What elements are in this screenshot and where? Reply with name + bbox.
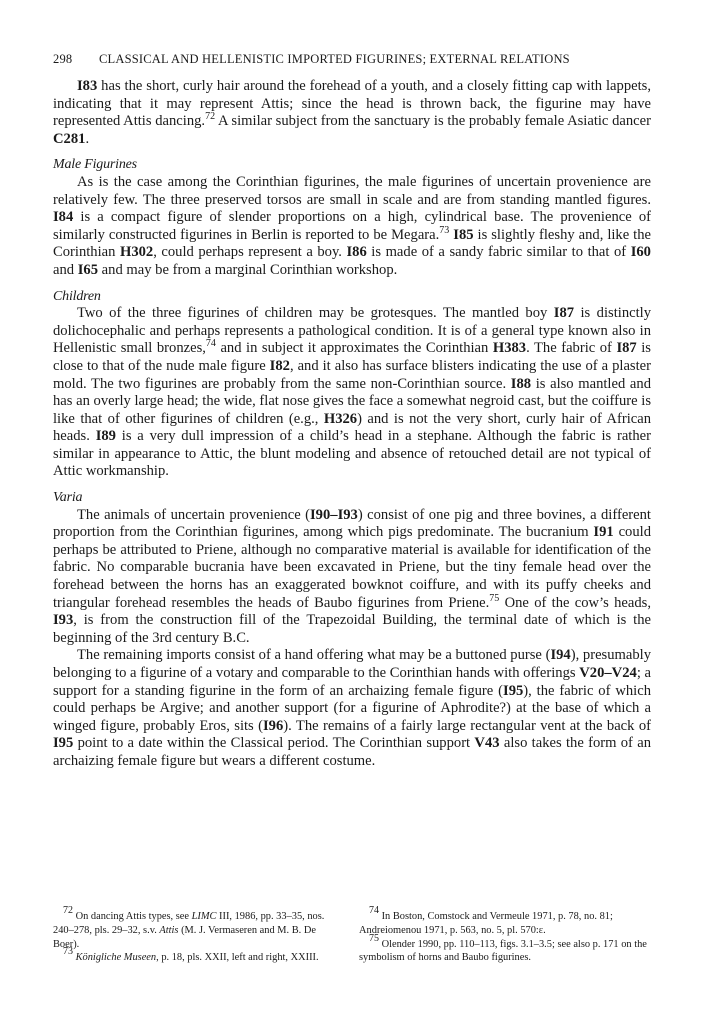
text-run: point to a date within the Classical period. The Corinthian support — [73, 735, 475, 752]
text-run-italic: Königliche Museen — [75, 952, 157, 964]
text-run: ), the fabric of which could perhaps be Argive; and another support (for a figurine of Aphrodite?) at the base of which a winged figure, probably Eros, sits ( — [53, 682, 651, 734]
footnote-number: 75 — [369, 932, 379, 944]
text-run: (M. J. Vermaseren and M. B. De Boer). — [53, 924, 316, 950]
catalogue-ref: I90–I93 — [310, 506, 358, 523]
catalogue-ref: I93 — [53, 612, 74, 629]
text-run: ; a support for a standing figurine in the form of an archaizing female figure ( — [53, 665, 651, 699]
text-run: and — [53, 261, 78, 278]
text-run: is also mantled and has an overly large head; the wide, flat nose gives the face a somewhat negroid cast, but the coiffure is like that of other figurines of children (e.g., — [53, 375, 652, 427]
text-run-italic: Attis — [159, 924, 179, 936]
text-run: Olender 1990, pp. 110–113, figs. 3.1–3.5; see also p. 171 on the symbolism of horns and Baubo figurines. — [359, 938, 647, 964]
page-number: 298 — [53, 52, 73, 66]
text-run: is slightly fleshy and, like the Corinthian — [53, 226, 652, 261]
footnote-75 — [359, 932, 649, 966]
text-run: A similar subject from the sanctuary is the probably female Asiatic dancer — [215, 113, 651, 130]
catalogue-ref: C281 — [53, 130, 86, 147]
text-run: , p. 18, pls. XXII, left and right, XXIII. — [156, 952, 319, 964]
text-run: Two of the three figurines of children may be grotesques. The mantled boy — [77, 305, 554, 322]
catalogue-ref: I83 — [77, 78, 98, 94]
catalogue-ref: I88 — [510, 375, 532, 392]
catalogue-ref: I94 — [550, 647, 571, 664]
text-run-italic: LIMC — [191, 911, 217, 922]
text-run: , is from the construction fill of the Trapezoidal Building, the terminal date of which is the beginning of the 3rd century — [53, 612, 651, 646]
era-abbreviation: B.C. — [222, 629, 250, 646]
footnote-ref[interactable]: 73 — [439, 224, 450, 236]
paragraph-children — [53, 305, 651, 481]
text-run: and in subject it approximates the Corinthian — [215, 340, 493, 357]
text-run: . The fabric of — [526, 340, 617, 357]
footnote-number: 72 — [63, 905, 73, 916]
text-run: ) and is not the very short, curly hair of African heads. — [53, 410, 652, 445]
catalogue-ref: V20–V24 — [579, 665, 637, 681]
text-run: On dancing Attis types, see — [73, 911, 192, 922]
catalogue-ref: H383 — [492, 340, 527, 357]
catalogue-ref: I60 — [630, 244, 651, 261]
text-run: could perhaps be attributed to Priene, although no comparative material is available for identification of the fabric. No comparable bucrania have been excavated in Priene, but the tiny female head over the forehead between the horns has an exaggerated bowknot coiffure, and with its puffy cheeks and triangular forehead resembles the heads of Baubo figurines from Priene. — [53, 524, 651, 611]
text-run: is a very dull impression of a child’s head in a stephane. Although the fabric is rather similar in appearance to Attic, the blunt modeling and absence of retouched detail are not typical of Attic workmanship. — [53, 428, 651, 480]
paragraph-intro — [53, 78, 651, 148]
section-heading-children: Children — [53, 288, 101, 304]
section-heading-male-figurines: Male Figurines — [53, 157, 137, 173]
catalogue-ref: I82 — [269, 357, 290, 374]
text-run: , and it also has surface blisters indicating the use of a plaster mold. The two figurines are probably from the same non-Corinthian source. — [53, 357, 651, 392]
text-run: In Boston, Comstock and Vermeule 1971, p. 78, no. 81; Andreiomenou 1971, p. 563, no. 5, pl. 570:ε. — [359, 911, 613, 936]
catalogue-ref: V43 — [474, 735, 500, 752]
section-heading-varia: Varia — [53, 490, 83, 506]
footnote-ref[interactable]: 75 — [489, 592, 500, 604]
catalogue-ref: I96 — [263, 717, 284, 734]
catalogue-ref: I91 — [593, 524, 614, 541]
paragraph-remaining-imports — [53, 647, 651, 770]
catalogue-ref: I95 — [53, 735, 74, 752]
paragraph-varia — [53, 507, 651, 648]
catalogue-ref: H302 — [119, 244, 154, 261]
running-header — [53, 52, 653, 67]
footnote-column-right — [359, 905, 649, 965]
footnote-73 — [53, 946, 343, 965]
footnote-column-left — [53, 905, 343, 965]
catalogue-ref: I87 — [553, 305, 575, 322]
running-title: CLASSICAL AND HELLENISTIC IMPORTED FIGURINES; EXTERNAL RELATIONS — [99, 52, 570, 66]
text-run: , could perhaps represent a boy. — [153, 244, 347, 261]
text-run: One of the cow’s heads, — [499, 594, 652, 611]
catalogue-ref: I85 — [453, 226, 474, 243]
text-run: As is the case among the Corinthian figurines, the male figurines of uncertain provenience are relatively few. The three preserved torsos are small in scale and are from standing mantled figures. — [53, 173, 651, 208]
text-run: The animals of uncertain provenience ( — [77, 506, 310, 523]
footnote-number: 74 — [369, 905, 379, 916]
footnote-ref[interactable]: 72 — [205, 111, 216, 123]
footnote-ref[interactable]: 74 — [205, 338, 216, 350]
catalogue-ref: I84 — [53, 209, 74, 226]
footnote-72 — [53, 905, 343, 951]
catalogue-ref: H326 — [323, 410, 358, 427]
text-run: III, 1986, pp. 33–35, nos. 240–278, pls. 29–32, s.v. — [53, 911, 325, 936]
catalogue-ref: I95 — [503, 682, 524, 699]
text-run: is a compact figure of slender proportions on a high, cylindrical base. The provenience of similarly constructed figurines in Berlin is reported to be Megara. — [53, 209, 651, 243]
catalogue-ref: I89 — [95, 428, 116, 445]
catalogue-ref: I87 — [616, 340, 637, 357]
text-run: also takes the form of an archaizing female figure but wears a different costume. — [53, 735, 651, 769]
text-run: ). The remains of a fairly large rectangular vent at the back of — [283, 717, 651, 734]
footnote-number: 73 — [63, 946, 73, 958]
text-run: is made of a sandy fabric similar to that of — [366, 244, 631, 261]
text-run: ) consist of one pig and three bovines, a different proportion from the Corinthian figurines, among which pigs predominate. The bucranium — [53, 506, 651, 541]
paragraph-male — [53, 174, 651, 280]
text-run: The remaining imports consist of a hand offering what may be a buttoned purse ( — [77, 647, 551, 664]
text-run: and may be from a marginal Corinthian workshop. — [98, 261, 398, 278]
catalogue-ref: I86 — [346, 244, 367, 261]
text-run: is close to that of the nude male figure — [53, 340, 651, 374]
main-text — [53, 78, 651, 771]
text-run: has the short, curly hair around the forehead of a youth, and a closely fitting cap with lappets, indicating that it may represent Attis; since the head is thrown back, the figurine may have represented Attis dancing. — [53, 78, 651, 130]
footnote-74 — [359, 905, 649, 938]
text-run: is distinctly dolichocephalic and perhaps represents a pathological condition. It is of a general type known also in Hellenistic small bronzes, — [53, 305, 652, 357]
text-run: . — [85, 130, 90, 147]
text-run: ), presumably belonging to a figurine of a votary and comparable to the Corinthian hands with offerings — [53, 647, 652, 681]
catalogue-ref: I65 — [77, 261, 99, 278]
